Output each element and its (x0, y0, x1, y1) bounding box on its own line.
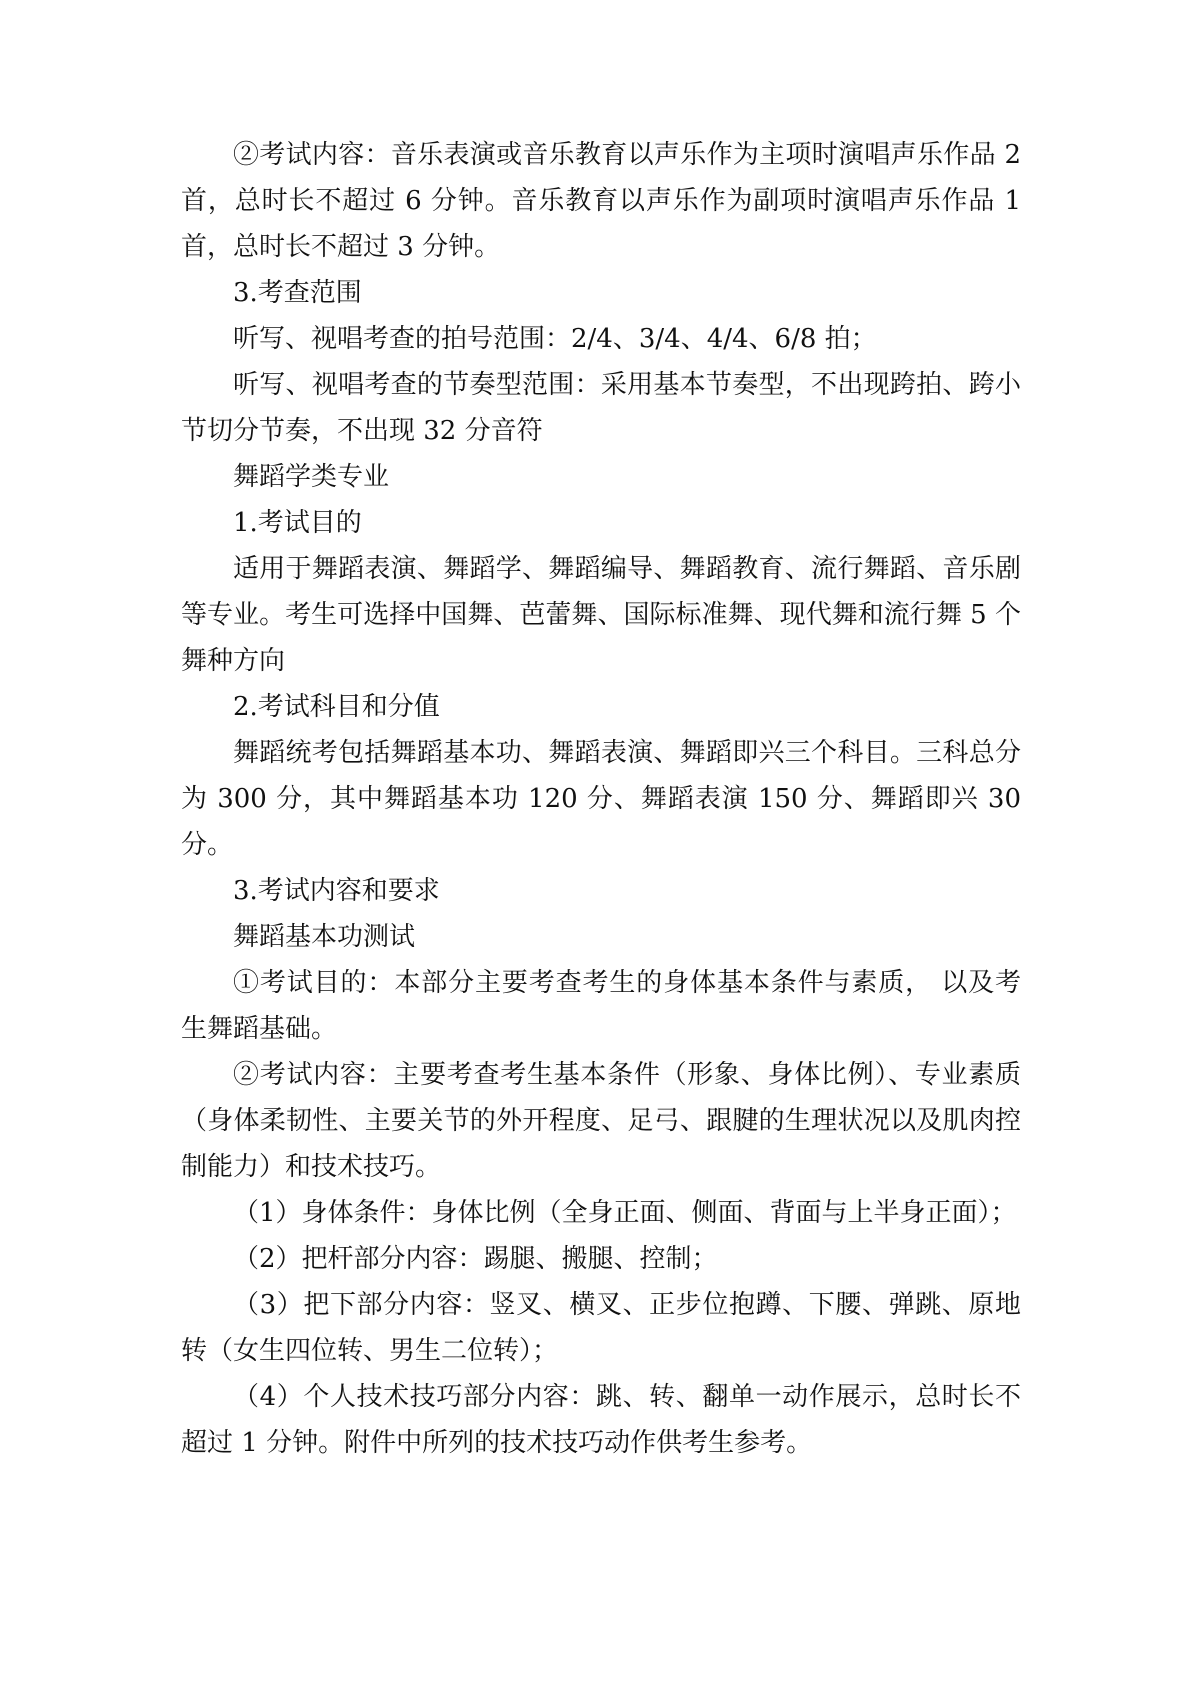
subheading-basic-skills-test: 舞蹈基本功测试 (233, 922, 416, 952)
paragraph-rhythm-range: 听写、视唱考查的节奏型范围：采用基本节奏型，不出现跨拍、跨小节切分节奏，不出现 32 分音符 (181, 370, 1021, 446)
heading-subjects-scores: 2.考试科目和分值 (233, 692, 440, 722)
list-item-barre: （2）把杆部分内容：踢腿、搬腿、控制； (233, 1244, 718, 1274)
list-item-center-floor: （3）把下部分内容：竖叉、横叉、正步位抱蹲、下腰、弹跳、原地转（女生四位转、男生二位转）； (181, 1290, 1021, 1366)
paragraph-score-breakdown: 舞蹈统考包括舞蹈基本功、舞蹈表演、舞蹈即兴三个科目。三科总分为 300 分，其中舞蹈基本功 120 分、舞蹈表演 150 分、舞蹈即兴 30 分。 (181, 738, 1030, 860)
paragraph-applicable-majors: 适用于舞蹈表演、舞蹈学、舞蹈编导、舞蹈教育、流行舞蹈、音乐剧等专业。考生可选择中国舞、芭蕾舞、国际标准舞、现代舞和流行舞 5 个舞种方向 (181, 554, 1021, 676)
document-body (181, 132, 1030, 1466)
list-item-personal-technique: （4）个人技术技巧部分内容：跳、转、翻单一动作展示，总时长不超过 1 分钟。附件中所列的技术技巧动作供考生参考。 (181, 1382, 1021, 1458)
list-item-body-conditions: （1）身体条件：身体比例（全身正面、侧面、背面与上半身正面）； (233, 1198, 1017, 1228)
heading-content-requirements: 3.考试内容和要求 (233, 876, 440, 906)
section-title-dance: 舞蹈学类专业 (233, 462, 390, 492)
heading-scope: 3.考查范围 (233, 278, 362, 308)
heading-exam-purpose: 1.考试目的 (233, 508, 362, 538)
paragraph-vocal-exam-content: ②考试内容：音乐表演或音乐教育以声乐作为主项时演唱声乐作品 2 首，总时长不超过 6 分钟。音乐教育以声乐作为副项时演唱声乐作品 1 首，总时长不超过 3 分钟。 (181, 140, 1030, 262)
paragraph-meter-range: 听写、视唱考查的拍号范围：2/4、3/4、4/4、6/8 拍； (233, 324, 877, 354)
paragraph-test-purpose: ①考试目的：本部分主要考查考生的身体基本条件与素质， 以及考生舞蹈基础。 (181, 968, 1021, 1044)
paragraph-test-content: ②考试内容：主要考查考生基本条件（形象、身体比例）、专业素质（身体柔韧性、主要关节的外开程度、足弓、跟腱的生理状况以及肌肉控制能力）和技术技巧。 (181, 1060, 1021, 1182)
